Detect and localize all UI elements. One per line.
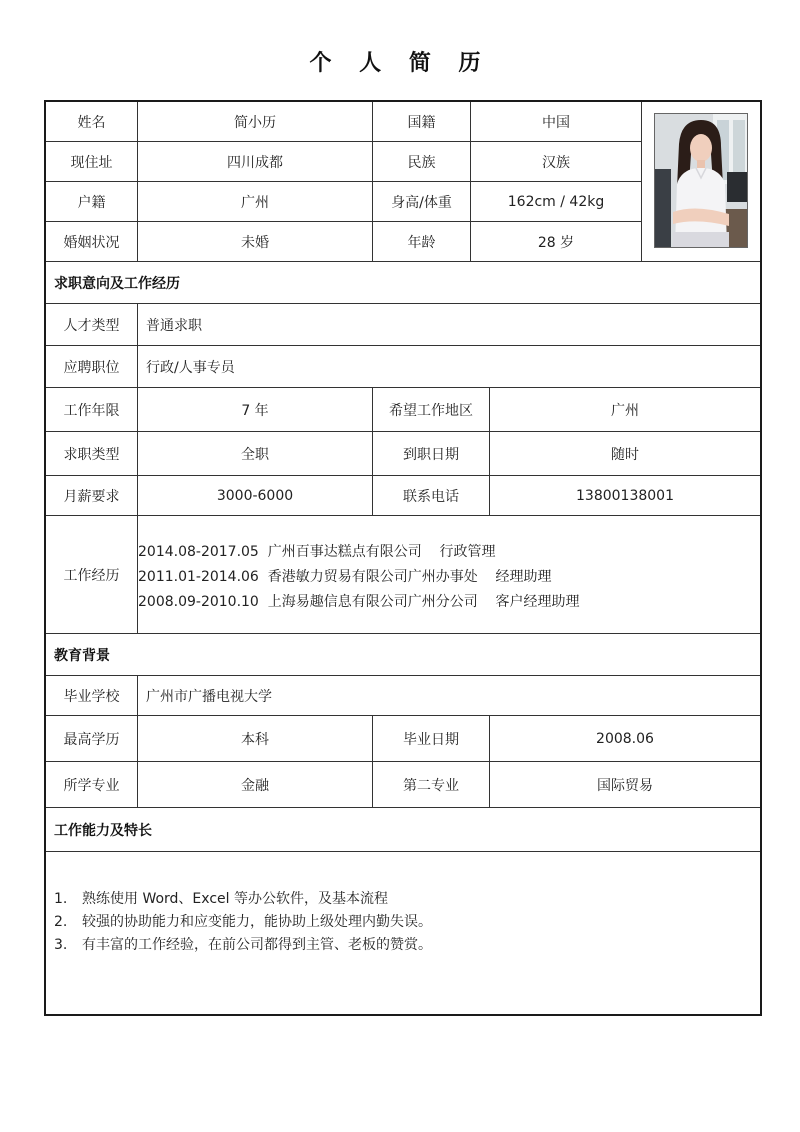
- name-value: 简小历: [234, 114, 276, 131]
- years-value: 7 年: [241, 402, 269, 419]
- location-label: 希望工作地区: [389, 402, 473, 419]
- skill-number: 1.: [54, 891, 68, 907]
- skill-number: 2.: [54, 914, 68, 930]
- position-value: 行政/人事专员: [146, 359, 235, 376]
- height-weight-label: 身高/体重: [391, 194, 452, 211]
- position-label: 应聘职位: [63, 359, 120, 376]
- nationality-label: 国籍: [407, 114, 436, 131]
- major-value: 金融: [241, 777, 269, 794]
- phone-label: 联系电话: [403, 488, 459, 505]
- skills-section-title: 工作能力及特长: [54, 822, 152, 839]
- start-date-value: 随时: [611, 446, 639, 463]
- col-divider: [641, 102, 642, 261]
- address-value: 四川成都: [227, 154, 283, 171]
- experience-list: [138, 540, 758, 615]
- job-type-label: 求职类型: [63, 446, 120, 463]
- skill-item: [54, 934, 744, 957]
- second-major-label: 第二专业: [403, 777, 459, 794]
- profile-photo: [654, 113, 748, 248]
- skill-text: 较强的协助能力和应变能力，能协助上级处理内勤失误。: [82, 914, 432, 930]
- job-type-value: 全职: [241, 446, 269, 463]
- age-value: 28 岁: [537, 234, 575, 251]
- name-label: 姓名: [77, 114, 106, 131]
- ethnicity-label: 民族: [407, 154, 436, 171]
- age-label: 年龄: [407, 234, 436, 251]
- address-label: 现住址: [70, 154, 113, 171]
- location-value: 广州: [611, 402, 639, 419]
- talent-type-value: 普通求职: [146, 317, 202, 334]
- resume-table: [44, 100, 762, 1016]
- experience-label: 工作经历: [63, 567, 120, 584]
- hukou-label: 户籍: [77, 194, 106, 211]
- years-label: 工作年限: [63, 402, 120, 419]
- education-section-title: 教育背景: [54, 647, 110, 664]
- nationality-value: 中国: [542, 114, 570, 131]
- ethnicity-value: 汉族: [542, 154, 570, 171]
- skill-number: 3.: [54, 937, 68, 953]
- marital-label: 婚姻状况: [63, 234, 120, 251]
- grad-date-label: 毕业日期: [403, 731, 459, 748]
- salary-label: 月薪要求: [63, 488, 120, 505]
- salary-value: 3000-6000: [216, 487, 294, 504]
- job-section-title: 求职意向及工作经历: [54, 275, 180, 292]
- marital-value: 未婚: [241, 234, 269, 251]
- skill-text: 有丰富的工作经验，在前公司都得到主管、老板的赞赏。: [82, 937, 432, 953]
- page-title: 个 人 简 历: [309, 51, 491, 76]
- degree-value: 本科: [241, 731, 269, 748]
- phone-value: 13800138001: [576, 487, 674, 504]
- height-weight-value: 162cm / 42kg: [507, 193, 605, 210]
- skill-item: [54, 911, 744, 934]
- skills-list: [54, 888, 744, 957]
- start-date-label: 到职日期: [403, 446, 459, 463]
- row-divider: [46, 515, 760, 516]
- school-value: 广州市广播电视大学: [146, 688, 272, 705]
- experience-item: 2008.09-2010.10 上海易趣信息有限公司广州分公司 客户经理助理: [138, 594, 580, 610]
- skill-text: 熟练使用 Word、Excel 等办公软件，及基本流程: [82, 891, 388, 907]
- experience-item: 2014.08-2017.05 广州百事达糕点有限公司 行政管理: [138, 544, 496, 560]
- major-label: 所学专业: [63, 777, 120, 794]
- row-divider: [46, 851, 760, 852]
- hukou-value: 广州: [241, 194, 269, 211]
- second-major-value: 国际贸易: [597, 777, 653, 794]
- grad-date-value: 2008.06: [596, 730, 654, 747]
- school-label: 毕业学校: [63, 688, 120, 705]
- degree-label: 最高学历: [63, 731, 120, 748]
- experience-item: 2011.01-2014.06 香港敏力贸易有限公司广州办事处 经理助理: [138, 569, 552, 585]
- skill-item: [54, 888, 744, 911]
- talent-type-label: 人才类型: [63, 317, 120, 334]
